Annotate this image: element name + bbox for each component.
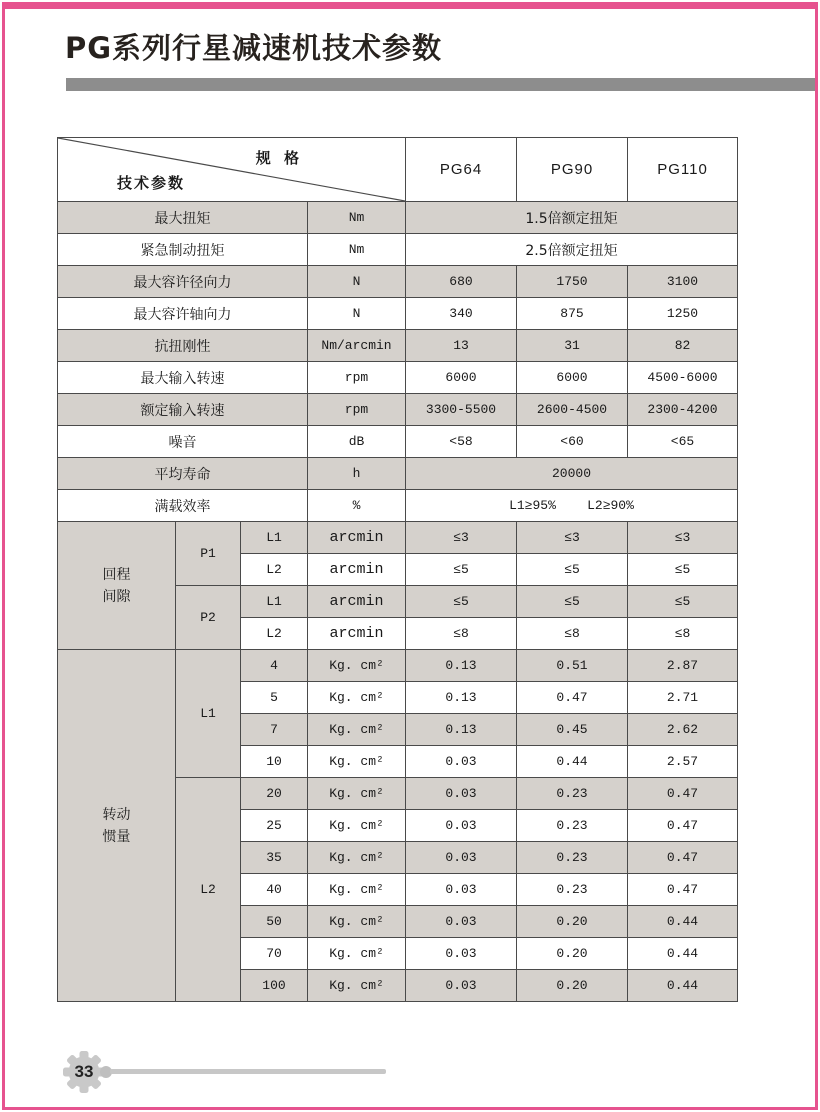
unit-cell: Kg. cm² (308, 778, 406, 810)
param-name-cell: 最大输入转速 (58, 362, 308, 394)
unit-cell: Kg. cm² (308, 714, 406, 746)
value-cell: 20000 (406, 458, 738, 490)
table-row (58, 394, 738, 426)
table-row (58, 522, 738, 554)
unit-cell: arcmin (308, 618, 406, 650)
value-cell: 1.5倍额定扭矩 (406, 202, 738, 234)
value-cell: 2.62 (628, 714, 738, 746)
table-row (58, 362, 738, 394)
grade-cell: P2 (176, 586, 241, 650)
value-cell: 875 (517, 298, 628, 330)
unit-cell: arcmin (308, 522, 406, 554)
unit-cell: Kg. cm² (308, 842, 406, 874)
unit-cell: Kg. cm² (308, 938, 406, 970)
value-cell: 0.03 (406, 970, 517, 1002)
value-cell: <60 (517, 426, 628, 458)
ratio-cell: 25 (241, 810, 308, 842)
ratio-cell: 35 (241, 842, 308, 874)
unit-cell: Kg. cm² (308, 874, 406, 906)
unit-cell: Nm (308, 234, 406, 266)
value-cell: 0.23 (517, 842, 628, 874)
value-cell: 3300-5500 (406, 394, 517, 426)
value-cell: 0.20 (517, 938, 628, 970)
value-cell: 0.20 (517, 906, 628, 938)
value-cell: 82 (628, 330, 738, 362)
value-cell: 0.47 (628, 810, 738, 842)
value-cell: 340 (406, 298, 517, 330)
value-cell: 0.47 (517, 682, 628, 714)
spec-table (57, 137, 738, 1002)
value-cell: <65 (628, 426, 738, 458)
value-cell: 0.03 (406, 938, 517, 970)
value-cell: ≤5 (628, 554, 738, 586)
unit-cell: arcmin (308, 586, 406, 618)
table-row (58, 458, 738, 490)
unit-cell: Kg. cm² (308, 906, 406, 938)
param-name-cell: 最大容许轴向力 (58, 298, 308, 330)
stage-group-cell: L2 (176, 778, 241, 1002)
value-cell: <58 (406, 426, 517, 458)
unit-cell: dB (308, 426, 406, 458)
value-cell: 3100 (628, 266, 738, 298)
ratio-cell: 50 (241, 906, 308, 938)
ratio-cell: 100 (241, 970, 308, 1002)
value-cell: 1750 (517, 266, 628, 298)
backlash-group-label: 回程 间隙 (58, 522, 176, 650)
value-cell: 0.23 (517, 810, 628, 842)
value-cell: 31 (517, 330, 628, 362)
value-cell: 0.51 (517, 650, 628, 682)
footer-rule (110, 1069, 386, 1074)
unit-cell: % (308, 490, 406, 522)
stage-cell: L1 (241, 522, 308, 554)
value-cell: 0.13 (406, 650, 517, 682)
table-row (58, 330, 738, 362)
value-cell: 2300-4200 (628, 394, 738, 426)
value-cell: 0.44 (628, 906, 738, 938)
value-cell: ≤3 (628, 522, 738, 554)
ratio-cell: 10 (241, 746, 308, 778)
ratio-cell: 70 (241, 938, 308, 970)
value-cell: ≤3 (517, 522, 628, 554)
value-cell: 2600-4500 (517, 394, 628, 426)
unit-cell: Kg. cm² (308, 810, 406, 842)
value-cell: 0.44 (628, 938, 738, 970)
stage-cell: L1 (241, 586, 308, 618)
param-name-cell: 满载效率 (58, 490, 308, 522)
value-cell: ≤3 (406, 522, 517, 554)
param-name-cell: 紧急制动扭矩 (58, 234, 308, 266)
value-cell: 6000 (517, 362, 628, 394)
param-label: 技术参数 (116, 174, 185, 192)
value-cell: ≤5 (517, 554, 628, 586)
value-cell: 0.13 (406, 682, 517, 714)
unit-cell: Kg. cm² (308, 682, 406, 714)
table-header-row (58, 138, 738, 202)
value-cell: 2.87 (628, 650, 738, 682)
unit-cell: rpm (308, 362, 406, 394)
stage-group-cell: L1 (176, 650, 241, 778)
param-name-cell: 最大容许径向力 (58, 266, 308, 298)
unit-cell: Kg. cm² (308, 650, 406, 682)
unit-cell: Nm/arcmin (308, 330, 406, 362)
value-cell: 0.20 (517, 970, 628, 1002)
stage-cell: L2 (241, 618, 308, 650)
grade-cell: P1 (176, 522, 241, 586)
corner-cell (58, 138, 406, 202)
value-cell: L1≥95% L2≥90% (406, 490, 738, 522)
value-cell: 0.03 (406, 810, 517, 842)
unit-cell: h (308, 458, 406, 490)
table-row (58, 426, 738, 458)
unit-cell: Kg. cm² (308, 970, 406, 1002)
column-header-pg90: PG90 (517, 138, 628, 202)
param-name-cell: 平均寿命 (58, 458, 308, 490)
value-cell: 0.03 (406, 874, 517, 906)
unit-cell: arcmin (308, 554, 406, 586)
table-row (58, 234, 738, 266)
page-title: PG系列行星减速机技术参数 (65, 31, 443, 65)
value-cell: ≤8 (628, 618, 738, 650)
ratio-cell: 4 (241, 650, 308, 682)
table-row (58, 490, 738, 522)
ratio-cell: 7 (241, 714, 308, 746)
unit-cell: N (308, 298, 406, 330)
ratio-cell: 5 (241, 682, 308, 714)
page-number: 33 (74, 1062, 94, 1081)
value-cell: 0.44 (517, 746, 628, 778)
column-header-pg64: PG64 (406, 138, 517, 202)
value-cell: 2.57 (628, 746, 738, 778)
table-row (58, 266, 738, 298)
param-name-cell: 噪音 (58, 426, 308, 458)
table-row (58, 202, 738, 234)
stage-cell: L2 (241, 554, 308, 586)
ratio-cell: 40 (241, 874, 308, 906)
value-cell: 0.03 (406, 746, 517, 778)
value-cell: 0.45 (517, 714, 628, 746)
value-cell: 0.03 (406, 842, 517, 874)
table-row (58, 650, 738, 682)
value-cell: ≤5 (628, 586, 738, 618)
value-cell: 6000 (406, 362, 517, 394)
column-header-pg110: PG110 (628, 138, 738, 202)
value-cell: 2.71 (628, 682, 738, 714)
value-cell: 680 (406, 266, 517, 298)
value-cell: 1250 (628, 298, 738, 330)
unit-cell: Kg. cm² (308, 746, 406, 778)
value-cell: 4500-6000 (628, 362, 738, 394)
value-cell: ≤5 (406, 554, 517, 586)
unit-cell: rpm (308, 394, 406, 426)
diagonal-divider (58, 138, 405, 201)
value-cell: 2.5倍额定扭矩 (406, 234, 738, 266)
value-cell: 0.03 (406, 906, 517, 938)
value-cell: 0.47 (628, 778, 738, 810)
value-cell: ≤8 (517, 618, 628, 650)
value-cell: 0.23 (517, 874, 628, 906)
value-cell: 0.03 (406, 778, 517, 810)
value-cell: 0.23 (517, 778, 628, 810)
value-cell: ≤5 (406, 586, 517, 618)
spec-label: 规 格 (255, 149, 304, 167)
inertia-group-label: 转动 惯量 (58, 650, 176, 1002)
value-cell: ≤8 (406, 618, 517, 650)
param-name-cell: 抗扭刚性 (58, 330, 308, 362)
value-cell: ≤5 (517, 586, 628, 618)
value-cell: 0.44 (628, 970, 738, 1002)
param-name-cell: 额定输入转速 (58, 394, 308, 426)
unit-cell: N (308, 266, 406, 298)
ratio-cell: 20 (241, 778, 308, 810)
unit-cell: Nm (308, 202, 406, 234)
value-cell: 0.47 (628, 842, 738, 874)
param-name-cell: 最大扭矩 (58, 202, 308, 234)
value-cell: 0.47 (628, 874, 738, 906)
value-cell: 13 (406, 330, 517, 362)
title-underline-bar (66, 78, 815, 91)
table-row (58, 298, 738, 330)
value-cell: 0.13 (406, 714, 517, 746)
